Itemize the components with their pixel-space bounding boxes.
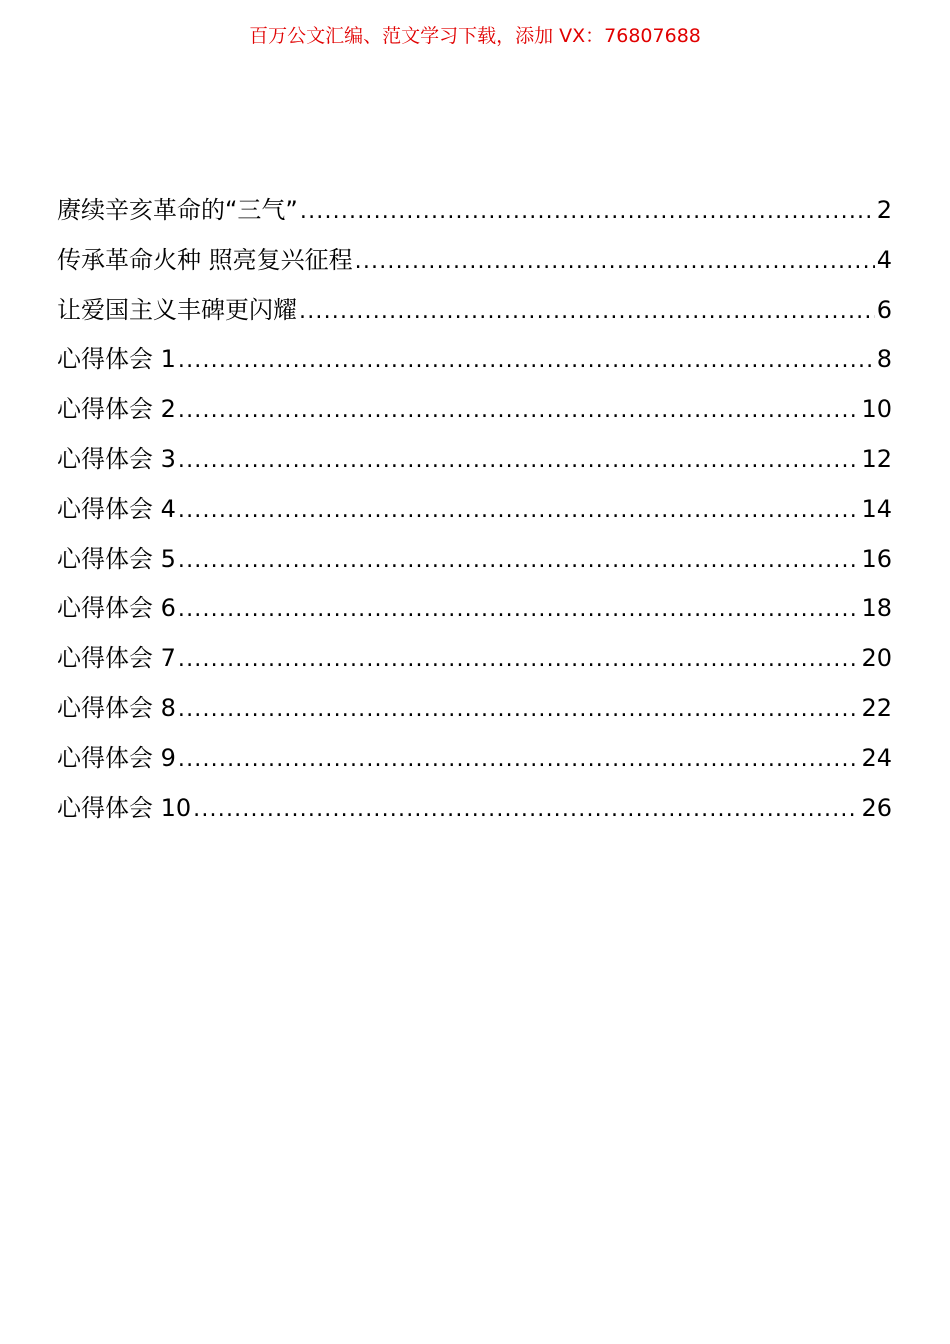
toc-entry-title: 让爱国主义丰碑更闪耀 [57,295,297,324]
toc-entry-page: 24 [861,743,892,772]
toc-entry-page: 2 [876,196,892,224]
toc-entry[interactable] [57,240,892,290]
toc-dot-leader [178,590,860,630]
toc-entry[interactable] [57,290,892,340]
toc-entry-page: 4 [876,245,892,274]
toc-entry-title: 心得体会 10 [57,793,192,822]
toc-entry[interactable] [57,738,892,788]
toc-entry-page: 22 [861,693,892,722]
toc-entry[interactable] [57,190,892,240]
table-of-contents [57,190,892,837]
toc-entry-title: 传承革命火种 照亮复兴征程 [57,245,353,274]
toc-dot-leader [178,341,875,381]
toc-dot-leader [178,690,860,730]
toc-dot-leader [178,740,860,780]
toc-entry[interactable] [57,539,892,589]
toc-entry[interactable] [57,389,892,439]
toc-entry[interactable] [57,339,892,389]
toc-dot-leader [178,391,860,431]
toc-entry-title: 心得体会 3 [57,444,176,473]
toc-dot-leader [178,441,860,481]
toc-entry-title: 心得体会 1 [57,345,176,374]
toc-entry-page: 6 [876,295,892,324]
toc-entry-page: 10 [861,395,892,424]
toc-dot-leader [193,790,859,830]
toc-entry-page: 14 [861,494,892,523]
toc-entry[interactable] [57,588,892,638]
toc-entry-page: 18 [861,594,892,623]
toc-entry[interactable] [57,688,892,738]
toc-dot-leader [299,292,875,332]
toc-entry[interactable] [57,788,892,838]
toc-entry-title: 心得体会 9 [57,743,176,772]
toc-entry[interactable] [57,638,892,688]
toc-entry-title: 心得体会 4 [57,494,176,523]
toc-dot-leader [355,242,875,282]
toc-entry-title: 心得体会 7 [57,644,176,673]
toc-entry[interactable] [57,439,892,489]
toc-entry[interactable] [57,489,892,539]
toc-dot-leader [178,541,860,581]
toc-entry-page: 20 [861,644,892,673]
toc-dot-leader [178,491,860,531]
toc-entry-page: 16 [861,544,892,573]
toc-dot-leader [300,192,875,232]
toc-entry-title: 心得体会 2 [57,395,176,424]
toc-entry-title: 心得体会 6 [57,594,176,623]
toc-entry-page: 26 [861,793,892,822]
toc-entry-title: 心得体会 5 [57,544,176,573]
toc-entry-title: 心得体会 8 [57,693,176,722]
header-notice: 百万公文汇编、范文学习下载，添加 VX：76807688 [249,25,701,47]
toc-entry-page: 12 [861,444,892,473]
toc-dot-leader [178,640,860,680]
toc-entry-title: 赓续辛亥革命的“三气” [57,196,298,224]
toc-entry-page: 8 [876,345,892,374]
